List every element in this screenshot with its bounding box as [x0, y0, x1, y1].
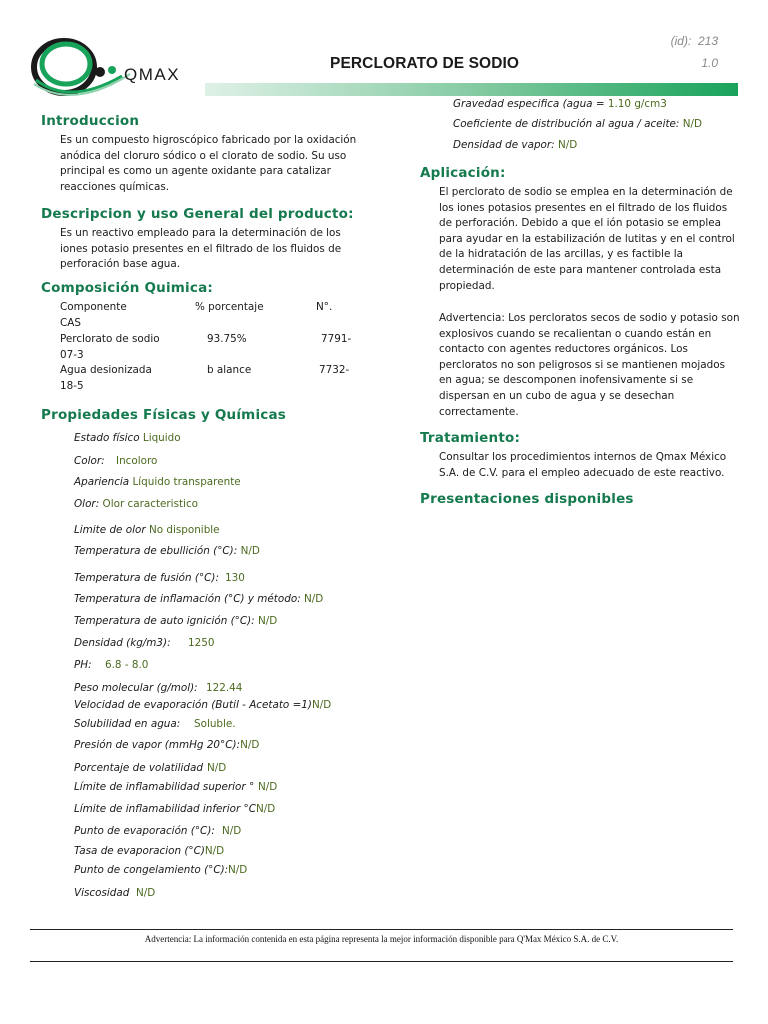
property-ph: [74, 659, 149, 671]
property-value: Líquido transparente: [132, 476, 241, 488]
property-solubilidad: [74, 718, 236, 730]
property-value: N/D: [240, 545, 260, 557]
treatment-heading: Tratamiento:: [420, 430, 521, 446]
property-value: N/D: [240, 739, 260, 751]
intro-line: Es un compuesto higroscópico fabricado por la oxidación: [60, 134, 357, 146]
property-olor: [74, 498, 198, 510]
footer-top-rule: [30, 929, 733, 930]
composition-percent: 93.75%: [207, 333, 247, 345]
application-line: determinación de este para mantener controlada esta: [439, 263, 722, 276]
property-label: Temperatura de inflamación (°C) y método:: [74, 593, 301, 605]
qmax-logo: [30, 22, 220, 102]
property-label: Temperatura de auto ignición (°C):: [74, 615, 255, 627]
property-value: 1.10 g/cm3: [607, 98, 667, 110]
description-line: iones potasio presentes en el filtrado de los fluidos de: [60, 242, 342, 255]
intro-text: [60, 133, 356, 195]
header-divider-bar: [205, 83, 738, 96]
document-id: [671, 34, 718, 48]
property-label: Apariencia: [74, 476, 130, 488]
composition-col-component: Componente: [60, 301, 127, 313]
property-value: N/D: [228, 864, 248, 876]
brand-text: QMAX: [124, 65, 181, 84]
properties-heading: Propiedades Físicas y Químicas: [41, 407, 287, 423]
property-value: N/D: [258, 781, 278, 793]
property-value: 122.44: [206, 682, 243, 694]
description-heading: Descripcion y uso General del producto:: [41, 206, 354, 222]
property-value: N/D: [311, 699, 332, 711]
property-densidad: [74, 637, 215, 649]
description-text: [60, 226, 341, 273]
property-value: N/D: [207, 762, 227, 774]
property-label: Límite de inflamabilidad superior °: [74, 781, 255, 793]
qmax-logo-mark: [30, 22, 220, 102]
application-line: de perforación. Debido a que el ión potasio se emplea: [439, 217, 721, 230]
composition-row: [60, 363, 360, 393]
property-value: N/D: [136, 887, 156, 899]
composition-number: 7791-: [321, 333, 352, 345]
footer-disclaimer: Advertencia: La información contenida en esta página representa la mejor información disponible para Q'Max México S.A. de C.V.: [144, 934, 619, 944]
property-label: Punto de evaporación (°C):: [74, 825, 215, 837]
composition-cas: 07-3: [60, 348, 84, 361]
composition-percent: b alance: [207, 364, 252, 376]
property-value: Olor caracteristico: [102, 498, 199, 510]
composition-number: 7732-: [319, 364, 350, 376]
application-warning: [439, 311, 740, 420]
property-punto-evaporacion: [74, 825, 242, 837]
property-inflamacion: [74, 593, 323, 605]
intro-line: anódica del cloruro sódico o el clorato de sodio. Su uso: [60, 149, 347, 162]
application-line: los iones potasios presentes en el filtrado de los fluidos: [439, 201, 728, 214]
document-id-label: (id):: [670, 34, 692, 48]
property-value: 6.8 - 8.0: [105, 659, 149, 671]
property-color: [74, 455, 158, 467]
property-label: Tasa de evaporacion (°C): [74, 845, 205, 857]
composition-col-cas: CAS: [60, 316, 81, 329]
warning-line: contacto con agentes reductores orgánicos. Los: [439, 343, 688, 356]
property-label: Peso molecular (g/mol):: [74, 682, 198, 694]
property-label: PH:: [74, 659, 92, 671]
property-coeficiente-distribucion: [453, 118, 702, 130]
document-version: 1.0: [701, 56, 718, 70]
property-volatilidad: [74, 762, 227, 774]
property-label: Densidad de vapor:: [453, 139, 555, 151]
property-value: Incoloro: [116, 455, 158, 467]
composition-col-number: N°.: [316, 301, 333, 313]
property-value: N/D: [257, 615, 278, 627]
property-peso-molecular: [74, 682, 243, 694]
property-limite-olor: [74, 524, 220, 536]
application-line: para ayudar en la estabilización de lutitas y en el control: [439, 232, 735, 245]
property-label: Punto de congelamiento (°C):: [74, 864, 229, 876]
description-line: perforación base agua.: [60, 258, 181, 271]
property-label: Limite de olor: [74, 524, 146, 536]
warning-line: en agua; se descomponen inofensivamente si se: [439, 374, 694, 387]
property-inflamabilidad-superior: [74, 781, 278, 793]
property-label: Estado físico: [74, 432, 140, 444]
property-label: Porcentaje de volatilidad: [74, 762, 203, 774]
property-label: Viscosidad: [74, 887, 130, 899]
description-line: Es un reactivo empleado para la determinación de los: [60, 227, 341, 239]
composition-header-row: [60, 300, 360, 330]
property-ebullicion: [74, 545, 260, 557]
intro-line: reacciones químicas.: [60, 180, 170, 193]
intro-heading: Introduccion: [41, 113, 140, 129]
property-densidad-vapor: [453, 139, 577, 151]
footer-bottom-rule: [30, 961, 733, 962]
property-congelamiento: [74, 864, 248, 876]
property-velocidad-evaporacion: [74, 699, 331, 711]
composition-col-percent: % porcentaje: [195, 301, 264, 313]
property-label: Presión de vapor (mmHg 20°C):: [74, 739, 241, 751]
composition-cas: 18-5: [60, 379, 84, 392]
property-value: N/D: [558, 139, 578, 151]
application-line: El perclorato de sodio se emplea en la determinación de: [439, 186, 733, 198]
property-label: Límite de inflamabilidad inferior °C: [74, 803, 256, 815]
presentations-heading: Presentaciones disponibles: [420, 491, 634, 507]
property-value: 1250: [188, 637, 215, 649]
property-tasa-evaporacion: [74, 845, 224, 857]
property-auto-ignicion: [74, 615, 277, 627]
property-label: Solubilidad en agua:: [74, 718, 181, 730]
composition-row: [60, 332, 360, 362]
application-line: propiedad.: [439, 279, 495, 292]
property-value: No disponible: [148, 524, 220, 536]
warning-line: Advertencia: Los percloratos secos de sodio y potasio son: [439, 312, 740, 324]
property-value: Soluble.: [194, 718, 236, 730]
property-label: Densidad (kg/m3):: [74, 637, 171, 649]
document-id-value: 213: [697, 34, 718, 48]
property-fusion: [74, 572, 245, 584]
composition-component: Agua desionizada: [60, 364, 152, 376]
property-estado-fisico: [74, 432, 181, 444]
treatment-line: Consultar los procedimientos internos de Qmax México: [439, 451, 727, 463]
application-heading: Aplicación:: [420, 165, 506, 181]
property-value: N/D: [222, 825, 242, 837]
treatment-text: [439, 450, 726, 481]
property-label: Olor:: [74, 498, 100, 510]
property-value: N/D: [304, 593, 324, 605]
property-value: N/D: [204, 845, 225, 857]
property-viscosidad: [74, 887, 156, 899]
warning-line: explosivos cuando se recalientan o cuando están en: [439, 327, 712, 340]
property-label: Color:: [74, 455, 105, 467]
property-label: Gravedad especifica (agua =: [453, 98, 605, 110]
property-label: Velocidad de evaporación (Butil - Acetato =1): [74, 699, 312, 711]
property-label: Temperatura de ebullición (°C):: [74, 545, 238, 557]
treatment-line: S.A. de C.V. para el empleo adecuado de este reactivo.: [439, 466, 725, 479]
warning-line: dispersan en un cubo de agua y se desechan: [439, 389, 675, 402]
composition-component: Perclorato de sodio: [60, 333, 160, 345]
composition-heading: Composición Quimica:: [41, 280, 213, 296]
warning-line: correctamente.: [439, 405, 519, 418]
property-value: Liquido: [142, 432, 181, 444]
page-title: PERCLORATO DE SODIO: [330, 55, 520, 72]
property-apariencia: [74, 476, 241, 488]
property-value: N/D: [255, 803, 276, 815]
property-value: 130: [225, 572, 245, 584]
property-label: Coeficiente de distribución al agua / aceite:: [453, 118, 680, 130]
intro-line: principal es como un agente oxidante para catalizar: [60, 165, 331, 178]
property-label: Temperatura de fusión (°C):: [74, 572, 219, 584]
property-value: N/D: [682, 118, 703, 130]
application-line: de la hidratación de las arcillas, y es factible la: [439, 248, 683, 261]
property-gravedad-especifica: [453, 98, 667, 110]
property-inflamabilidad-inferior: [74, 803, 275, 815]
application-paragraph-1: [439, 185, 735, 294]
warning-line: percloratos no son peligrosos si se mantienen mojados: [439, 358, 726, 371]
property-presion-vapor: [74, 739, 259, 751]
